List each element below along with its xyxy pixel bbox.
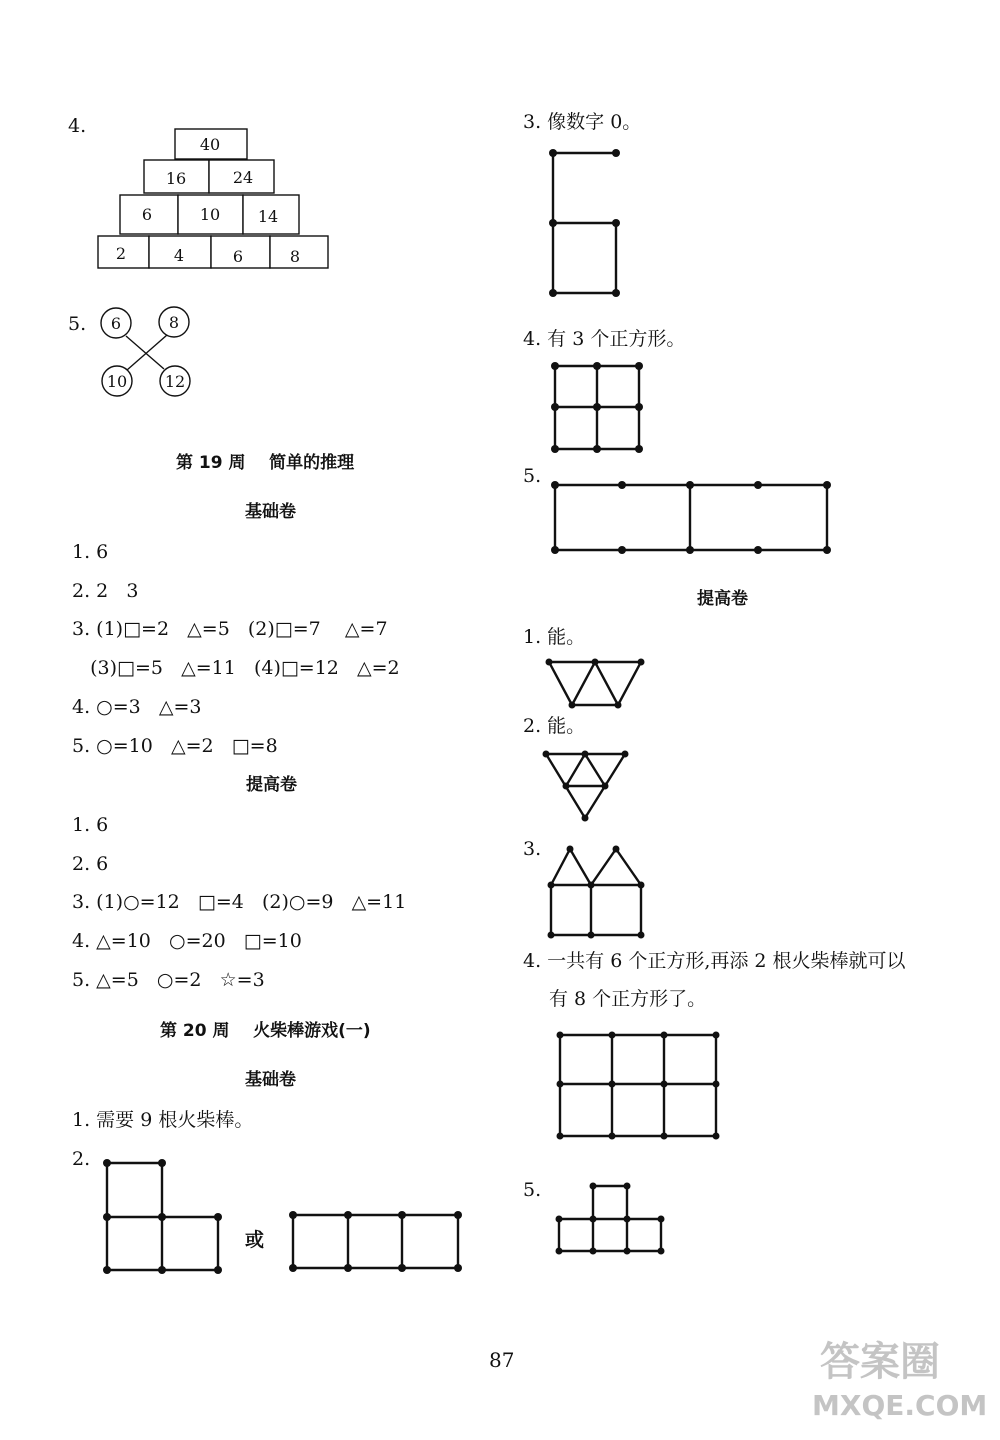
pyramid-number: 10 <box>199 205 221 224</box>
advanced-answer: 4. △=10 ○=20 □=10 <box>72 930 302 952</box>
circle-number: 10 <box>106 372 128 391</box>
basic-answer: 1. 6 <box>72 541 109 563</box>
right-advanced-title: 提高卷 <box>697 589 748 609</box>
right-q3: 3. 像数字 0。 <box>523 111 642 133</box>
adv-q4-line1: 4. 一共有 6 个正方形,再添 2 根火柴棒就可以 <box>523 950 906 972</box>
advanced-answer: 1. 6 <box>72 814 109 836</box>
advanced-answer: 5. △=5 ○=2 ☆=3 <box>72 969 265 991</box>
advanced-answer: 3. (1)○=12 □=4 (2)○=9 △=11 <box>72 891 407 913</box>
basic2-title: 基础卷 <box>245 1070 296 1090</box>
pyramid-number: 16 <box>165 169 187 188</box>
pyramid-number: 6 <box>232 247 244 266</box>
circle-number: 12 <box>164 372 186 391</box>
adv-q4-line2: 有 8 个正方形了。 <box>549 988 707 1010</box>
pyramid-number: 14 <box>257 207 279 226</box>
adv-q3-label: 3. <box>523 838 542 860</box>
basic-answer: 2. 2 3 <box>72 580 139 602</box>
adv-q5-label: 5. <box>523 1179 542 1201</box>
basic-title: 基础卷 <box>245 502 296 522</box>
page-number: 87 <box>489 1348 515 1372</box>
week20-title: 第 20 周 火柴棒游戏(一) <box>160 1021 371 1041</box>
advanced-title: 提高卷 <box>246 775 297 795</box>
pyramid-number: 2 <box>115 244 127 263</box>
q5-label: 5. <box>68 313 87 335</box>
right-q5-label: 5. <box>523 465 542 487</box>
pyramid-number: 6 <box>141 205 153 224</box>
pyramid-number: 8 <box>289 247 301 266</box>
q4-label: 4. <box>68 115 87 137</box>
circle-number: 6 <box>110 314 122 333</box>
pyramid-number: 40 <box>199 135 221 154</box>
pyramid-number: 4 <box>173 246 185 265</box>
watermark-url: MXQE.COM <box>812 1389 988 1422</box>
or-text: 或 <box>245 1229 265 1251</box>
pyramid-number: 24 <box>232 168 254 187</box>
watermark-logo: 答案圈 <box>820 1339 940 1385</box>
right-q4: 4. 有 3 个正方形。 <box>523 328 686 350</box>
basic-answer: (3)□=5 △=11 (4)□=12 △=2 <box>72 657 400 679</box>
basic2-q2-label: 2. <box>72 1148 91 1170</box>
basic-answer: 3. (1)□=2 △=5 (2)□=7 △=7 <box>72 618 388 640</box>
advanced-answer: 2. 6 <box>72 853 109 875</box>
adv-q2: 2. 能。 <box>523 715 586 737</box>
basic-answer: 4. ○=3 △=3 <box>72 696 202 718</box>
basic2-q1: 1. 需要 9 根火柴棒。 <box>72 1109 254 1131</box>
week19-title: 第 19 周 简单的推理 <box>176 453 355 473</box>
basic-answer: 5. ○=10 △=2 □=8 <box>72 735 278 757</box>
circle-number: 8 <box>168 313 180 332</box>
adv-q1: 1. 能。 <box>523 626 586 648</box>
